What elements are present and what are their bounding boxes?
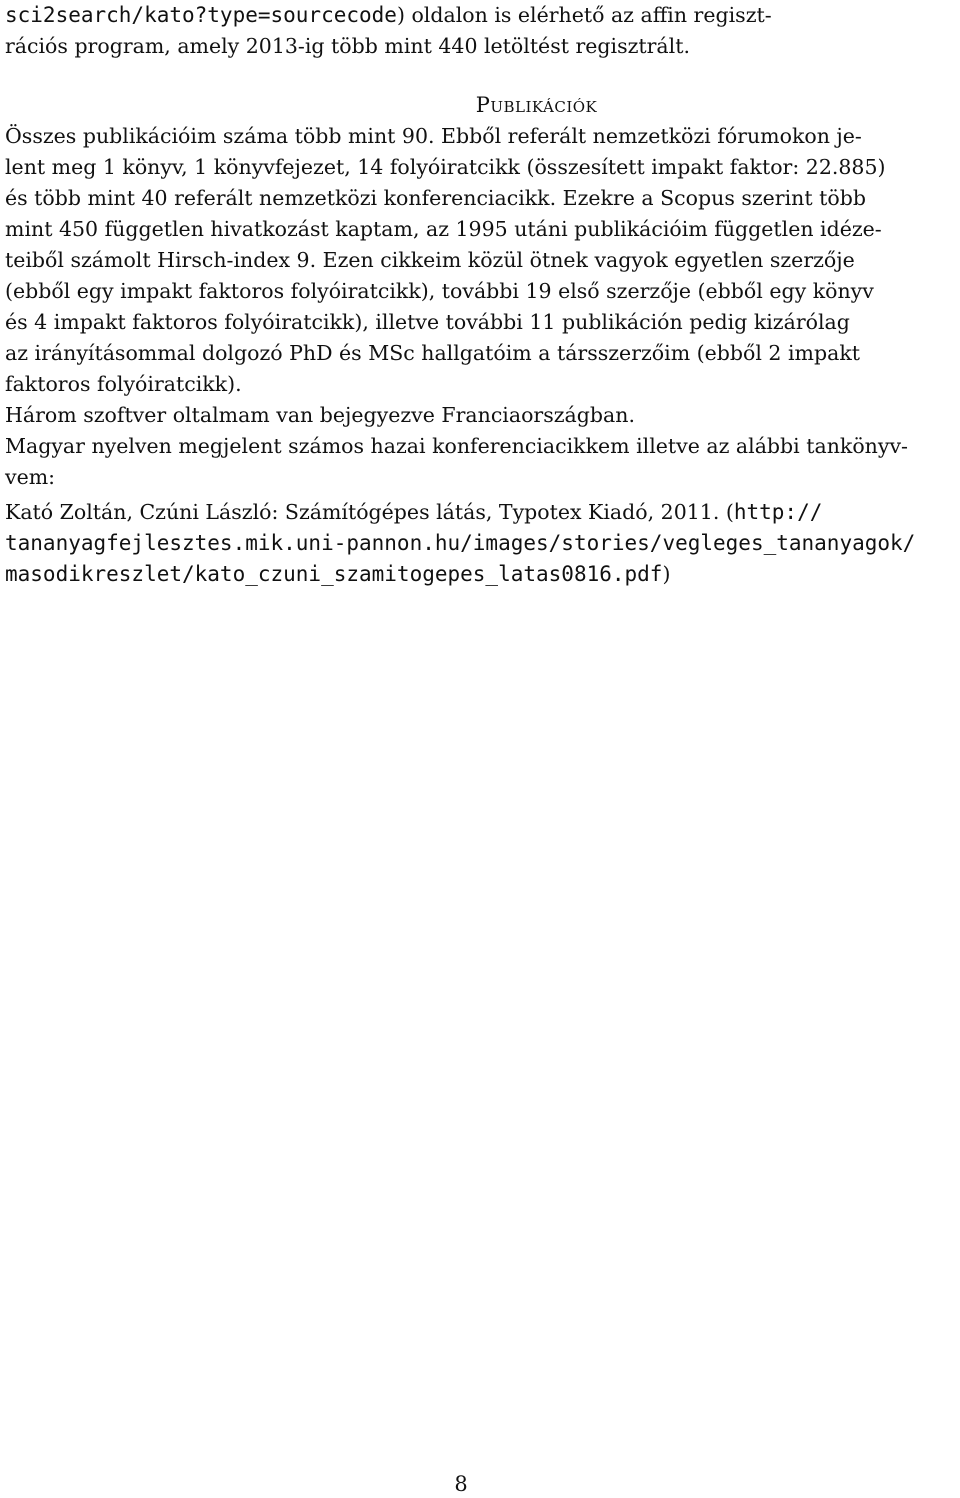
document-page (5, 0, 953, 590)
book-url-link-part3[interactable]: masodikreszlet/kato_czuni_szamitogepes_latas0816.pdf (5, 562, 663, 586)
hungarian-line-1: Magyar nyelven megjelent számos hazai konferenciacikkem illetve az alábbi tankönyv- (5, 434, 908, 458)
book-line-2 (5, 528, 953, 559)
book-citation-text: Kató Zoltán, Czúni László: Számítógépes látás, Typotex Kiadó, 2011. ( (5, 500, 734, 524)
pub-line-8: az irányításommal dolgozó PhD és MSc hallgatóim a társszerzőim (ebből 2 impakt (5, 341, 860, 365)
pub-line-9: faktoros folyóiratcikk). (5, 372, 242, 396)
intro-line-2: rációs program, amely 2013-ig több mint 440 letöltést regisztrált. (5, 34, 690, 58)
book-url-link-part1[interactable]: http:// (733, 500, 823, 524)
publications-paragraph (5, 121, 953, 400)
source-url-code[interactable]: sci2search/kato?type=sourcecode (5, 3, 397, 27)
book-line-1 (5, 497, 953, 528)
book-url-link-part2[interactable]: tananyagfejlesztes.mik.uni-pannon.hu/images/stories/vegleges_tananyagok/ (5, 531, 916, 555)
section-heading-publications: Publikációk (475, 93, 598, 117)
pub-line-2: lent meg 1 könyv, 1 könyvfejezet, 14 folyóiratcikk (összesített impakt faktor: 22.885) (5, 155, 886, 179)
pub-line-7: és 4 impakt faktoros folyóiratcikk), illetve további 11 publikáción pedig kizárólag (5, 310, 850, 334)
page-number: 8 (454, 1472, 468, 1496)
pub-line-6: (ebből egy impakt faktoros folyóiratcikk), további 19 első szerzője (ebből egy könyv (5, 279, 874, 303)
software-line: Három szoftver oltalmam van bejegyezve Franciaországban. (5, 403, 635, 427)
book-close-paren: ) (662, 562, 671, 586)
pub-line-5: teiből számolt Hirsch-index 9. Ezen cikkeim közül ötnek vagyok egyetlen szerzője (5, 248, 855, 272)
pub-line-4: mint 450 független hivatkozást kaptam, az 1995 utáni publikációim független idéze- (5, 217, 882, 241)
book-line-3 (5, 559, 953, 590)
hungarian-line-2: vem: (5, 465, 56, 489)
pub-line-3: és több mint 40 referált nemzetközi konferenciacikk. Ezekre a Scopus szerint több (5, 186, 866, 210)
pub-line-1 (5, 121, 953, 152)
intro-line-1-text: ) oldalon is elérhető az affin regiszt- (396, 3, 772, 27)
intro-line-1 (5, 0, 953, 31)
pub-line-1-text: Összes publikációim száma több mint 90. Ebből referált nemzetközi fórumokon je- (5, 124, 862, 148)
